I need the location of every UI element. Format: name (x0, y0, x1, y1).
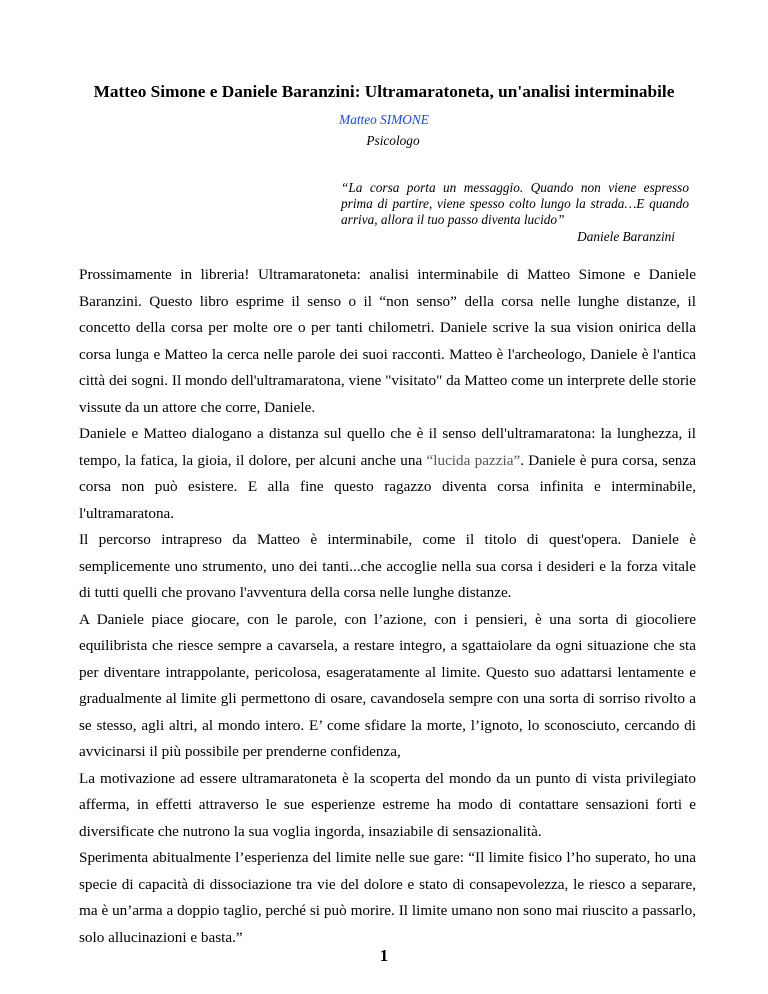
document-title: Matteo Simone e Daniele Baranzini: Ultramaratoneta, un'analisi interminabile (93, 82, 675, 101)
epigraph-text: “La corsa porta un messaggio. Quando non viene espresso prima di partire, viene spesso colto lungo la strada…E quando arriva, allora il tuo passo diventa lucido” (341, 180, 689, 228)
paragraph: Prossimamente in libreria! Ultramaratoneta: analisi interminabile di Matteo Simone e Daniele Baranzini. Questo libro esprime il senso o il “non senso” della corsa nelle lunghe distanze, il concetto della corsa per molte ore o per tanti chilometri. Daniele scrive la sua vision onirica della corsa lunga e Matteo la cerca nelle parole dei suoi racconti. Matteo è l'archeologo, Daniele è l'antica città dei sogni. Il mondo dell'ultramaratona, viene "visitato" da Matteo come un interprete delle storie vissute da un attore che corre, Daniele. (79, 266, 696, 416)
paragraph (79, 421, 696, 527)
highlighted-phrase: “lucida pazzia” (426, 451, 521, 469)
paragraph: Il percorso intrapreso da Matteo è interminabile, come il titolo di quest'opera. Daniele è semplicemente uno strumento, uno dei tanti...che accoglie nella sua corsa i desideri e la forza vitale di tutti quelli che provano l'avventura della corsa nelle lunghe distanze. (79, 531, 696, 601)
epigraph-author: Daniele Baranzini (577, 228, 675, 244)
page-number: 1 (379, 946, 389, 965)
epigraph (341, 180, 689, 245)
document-body (79, 262, 696, 951)
author-role: Psicologo (366, 133, 420, 148)
author-name: Matteo SIMONE (339, 112, 429, 127)
paragraph-text: Daniele e Matteo dialogano a distanza sul quello che è il senso dell'ultramaratona: la lunghezza, il tempo, la fatica, la gioia, il dolore, per alcuni anche una (79, 425, 696, 469)
paragraph-text: . Daniele è pura corsa, senza corsa non può esistere. E alla fine questo ragazzo diventa corsa infinita e interminabile, l'ultramaratona. (79, 451, 696, 522)
paragraph: Sperimenta abitualmente l’esperienza del limite nelle sue gare: “Il limite fisico l’ho superato, ho una specie di capacità di dissociazione tra vie del dolore e stato di consapevolezza, le riesco a separare, ma è un’arma a doppio taglio, perché si può morire. Il limite umano non sono mai riuscito a passarlo, solo allucinazioni e basta.” (79, 849, 696, 946)
paragraph: A Daniele piace giocare, con le parole, con l’azione, con i pensieri, è una sorta di giocoliere equilibrista che riesce sempre a cavarsela, a restare integro, a sgattaiolare da ogni situazione che sta per diventare intrappolante, pericolosa, esageratamente al limite. Questo suo adattarsi lentamente e gradualmente al limite gli permettono di osare, cavandosela sempre con una sorta di sorriso rivolto a se stesso, agli altri, al mondo intero. E’ come sfidare la morte, l’ignoto, lo sconosciuto, cercando di avvicinarsi il più possibile per prenderne confidenza, (79, 610, 696, 760)
paragraph: La motivazione ad essere ultramaratoneta è la scoperta del mondo da un punto di vista privilegiato afferma, in effetti attraverso le sue esperienze estreme ha modo di contattare sensazioni forti e diversificate che nutrono la sua voglia ingorda, insaziabile di sensazionalità. (79, 769, 696, 840)
